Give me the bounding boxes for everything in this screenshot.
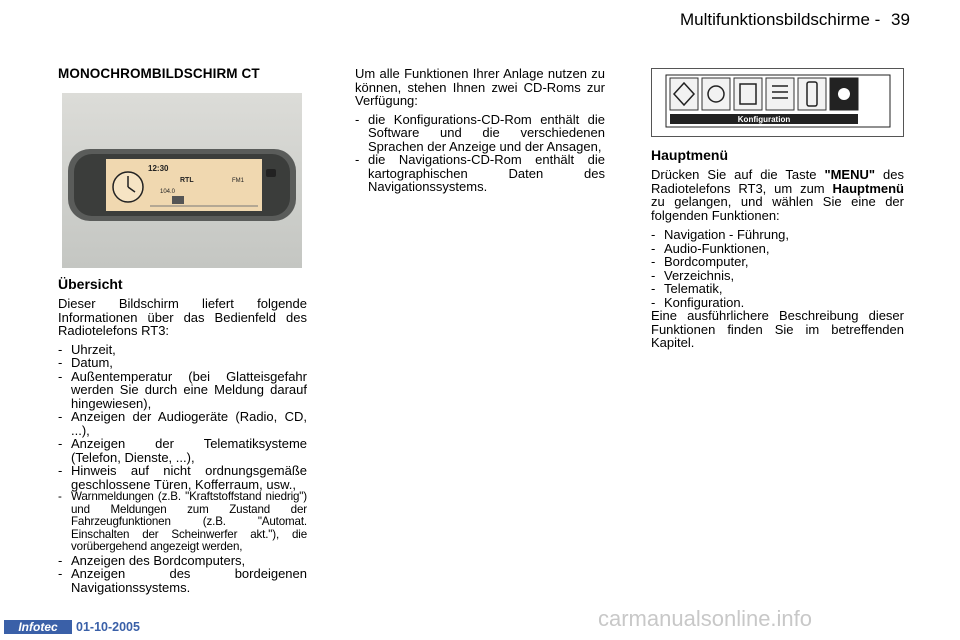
list-item: - Außentemperatur (bei Glatteisgefahr werden Sie durch eine Meldung darauf hingewiesen), xyxy=(58,368,307,411)
list-item: - Datum, xyxy=(58,355,113,370)
menu-screen-image xyxy=(651,68,904,137)
main-menu-heading: Hauptmenü xyxy=(651,147,728,163)
directory-icon xyxy=(766,78,794,110)
overview-intro: Dieser Bildschirm liefert folgende Informationen über das Bedienfeld des Radiotelefons RT3: xyxy=(58,296,307,338)
list-item: - Audio-Funktionen, xyxy=(651,240,770,256)
list-item: - Verzeichnis, xyxy=(651,267,735,283)
list-item: - Anzeigen des Bordcomputers, xyxy=(58,552,246,568)
main-menu-outro: Eine ausführlichere Beschreibung dieser Funktionen finden Sie im betreffenden Kapitel. xyxy=(651,308,904,350)
menu-screen-graphic xyxy=(652,69,903,136)
main-menu-intro: Drücken Sie auf die Taste "MENU" des Radiotelefons RT3, um zum Hauptmenü zu gelangen, und wählen Sie eine der folgenden Funktionen: xyxy=(651,167,905,223)
list-item: - die Navigations-CD-Rom enthält die kartographischen Daten des Navigationssystems. xyxy=(355,152,605,194)
navigation-icon xyxy=(670,78,698,110)
list-item: - Bordcomputer, xyxy=(651,254,749,269)
overview-heading: Übersicht xyxy=(58,276,123,292)
infotec-logo: Infotec xyxy=(4,620,72,634)
list-item: - Telematik, xyxy=(651,281,723,296)
list-item: - Uhrzeit, xyxy=(58,341,116,357)
computer-icon xyxy=(734,78,762,110)
page-number: 39 xyxy=(891,10,910,29)
main-menu-section xyxy=(651,168,904,350)
main-menu-list xyxy=(651,228,904,309)
overview-section xyxy=(58,297,307,594)
list-item: - die Konfigurations-CD-Rom enthält die Software und die verschiedenen Sprachen der Anzeige und der Ansagen, xyxy=(355,111,605,154)
list-item: - Navigation - Führung, xyxy=(651,227,790,242)
list-item: - Anzeigen der Telematiksysteme (Telefon, Dienste, ...), xyxy=(58,436,307,465)
list-item: - Konfiguration. xyxy=(651,294,745,310)
section-heading: MONOCHROMBILDSCHIRM CT xyxy=(58,66,260,81)
watermark: carmanualsonline.info xyxy=(598,606,813,631)
settings-icon xyxy=(830,78,858,110)
cdrom-section xyxy=(355,67,605,194)
page-title: Multifunktionsbildschirme xyxy=(680,10,870,29)
overview-list xyxy=(58,343,307,595)
page-separator: - xyxy=(874,10,881,29)
audio-icon xyxy=(702,78,730,110)
cdrom-intro: Um alle Funktionen Ihrer Anlage nutzen zu können, stehen Ihnen zwei CD-Roms zur Verfügung: xyxy=(355,66,605,108)
dashboard-display-image xyxy=(62,93,302,268)
list-item: - Hinweis auf nicht ordnungsgemäße geschlossene Türen, Kofferraum, usw., xyxy=(58,463,307,492)
display-photo xyxy=(62,93,302,268)
list-item: - Warnmeldungen (z.B. "Kraftstoffstand niedrig") und Meldungen zum Zustand der Fahrzeugfunktionen (z.B. "Automat. Einschalten der Scheinwerfer akt."), die vorübergehend angezeigt werden, xyxy=(58,490,307,553)
menu-caption: Konfiguration xyxy=(737,115,791,124)
display-band: FM1 xyxy=(232,178,244,184)
display-station: RTL xyxy=(180,177,194,184)
display-clock: 12:30 xyxy=(148,164,169,173)
menu-key-label: "MENU" xyxy=(824,167,876,182)
page-header xyxy=(680,10,910,30)
list-item: - Anzeigen der Audiogeräte (Radio, CD, ...), xyxy=(58,409,307,438)
display-frequency: 104.0 xyxy=(160,189,176,195)
list-item: - Anzeigen des bordeigenen Navigationssystems. xyxy=(58,566,307,595)
cdrom-list xyxy=(355,113,605,194)
footer-date: 01-10-2005 xyxy=(76,620,140,634)
phone-icon xyxy=(798,78,826,110)
